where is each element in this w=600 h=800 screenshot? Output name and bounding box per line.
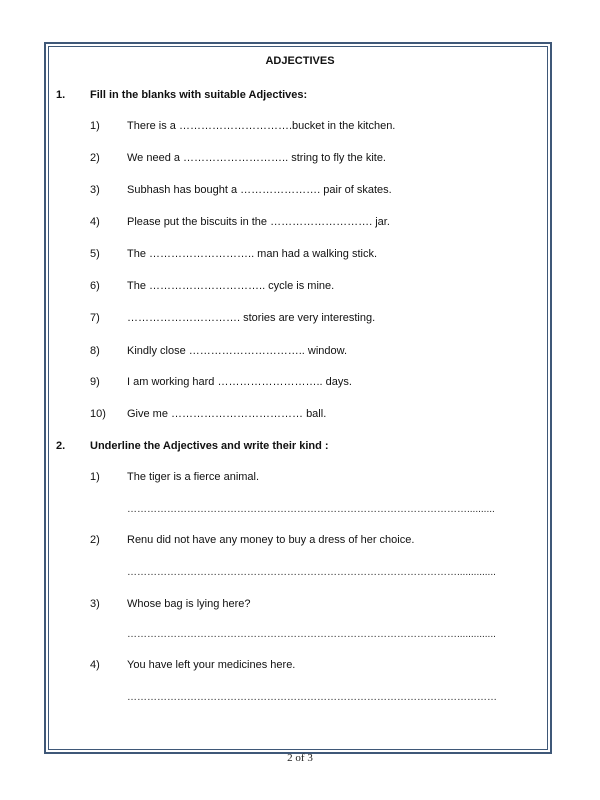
fill-in-sentence: I am working hard ……………………….. days. — [127, 376, 352, 388]
underline-sentence: Renu did not have any money to buy a dress of her choice. — [127, 534, 415, 546]
question-number: 1) — [90, 120, 100, 132]
answer-line: ………………………………………………………………………………………………… — [127, 692, 497, 703]
question-number: 1) — [90, 471, 100, 483]
section-2-number: 2. — [56, 440, 66, 452]
worksheet-title: ADJECTIVES — [265, 55, 335, 67]
fill-in-sentence: There is a ………………………….bucket in the kitchen. — [127, 120, 396, 132]
question-number: 7) — [90, 312, 100, 324]
fill-in-sentence: Give me ……………………………… ball. — [127, 408, 327, 420]
fill-in-sentence: The ……………………….. man had a walking stick. — [127, 248, 378, 260]
answer-line: ……………………………………………………………………………………….............. — [127, 567, 496, 578]
section-1-number: 1. — [56, 89, 66, 101]
question-number: 4) — [90, 659, 100, 671]
question-number: 8) — [90, 345, 100, 357]
underline-sentence: You have left your medicines here. — [127, 659, 296, 671]
fill-in-sentence: Subhash has bought a …………………. pair of skates. — [127, 184, 392, 196]
question-number: 2) — [90, 152, 100, 164]
page-number: 2 of 3 — [287, 752, 313, 764]
question-number: 2) — [90, 534, 100, 546]
underline-sentence: Whose bag is lying here? — [127, 598, 251, 610]
section-1-heading: Fill in the blanks with suitable Adjectives: — [90, 89, 308, 101]
question-number: 5) — [90, 248, 100, 260]
section-2-heading: Underline the Adjectives and write their kind : — [90, 440, 329, 452]
question-number: 9) — [90, 376, 100, 388]
fill-in-sentence: Kindly close ………………………….. window. — [127, 345, 348, 357]
question-number: 3) — [90, 184, 100, 196]
fill-in-sentence: We need a ……………………….. string to fly the kite. — [127, 152, 386, 164]
underline-sentence: The tiger is a fierce animal. — [127, 471, 260, 483]
fill-in-sentence: Please put the biscuits in the ………………………. jar. — [127, 216, 390, 228]
answer-line: ……………………………………………………………………………………….............. — [127, 629, 496, 640]
fill-in-sentence: The ………………………….. cycle is mine. — [127, 280, 335, 292]
question-number: 10) — [90, 408, 106, 420]
question-number: 6) — [90, 280, 100, 292]
fill-in-sentence: …………………………. stories are very interesting. — [127, 312, 376, 324]
answer-line: ………………………………………………………………………………………….......... — [127, 504, 495, 515]
question-number: 3) — [90, 598, 100, 610]
question-number: 4) — [90, 216, 100, 228]
